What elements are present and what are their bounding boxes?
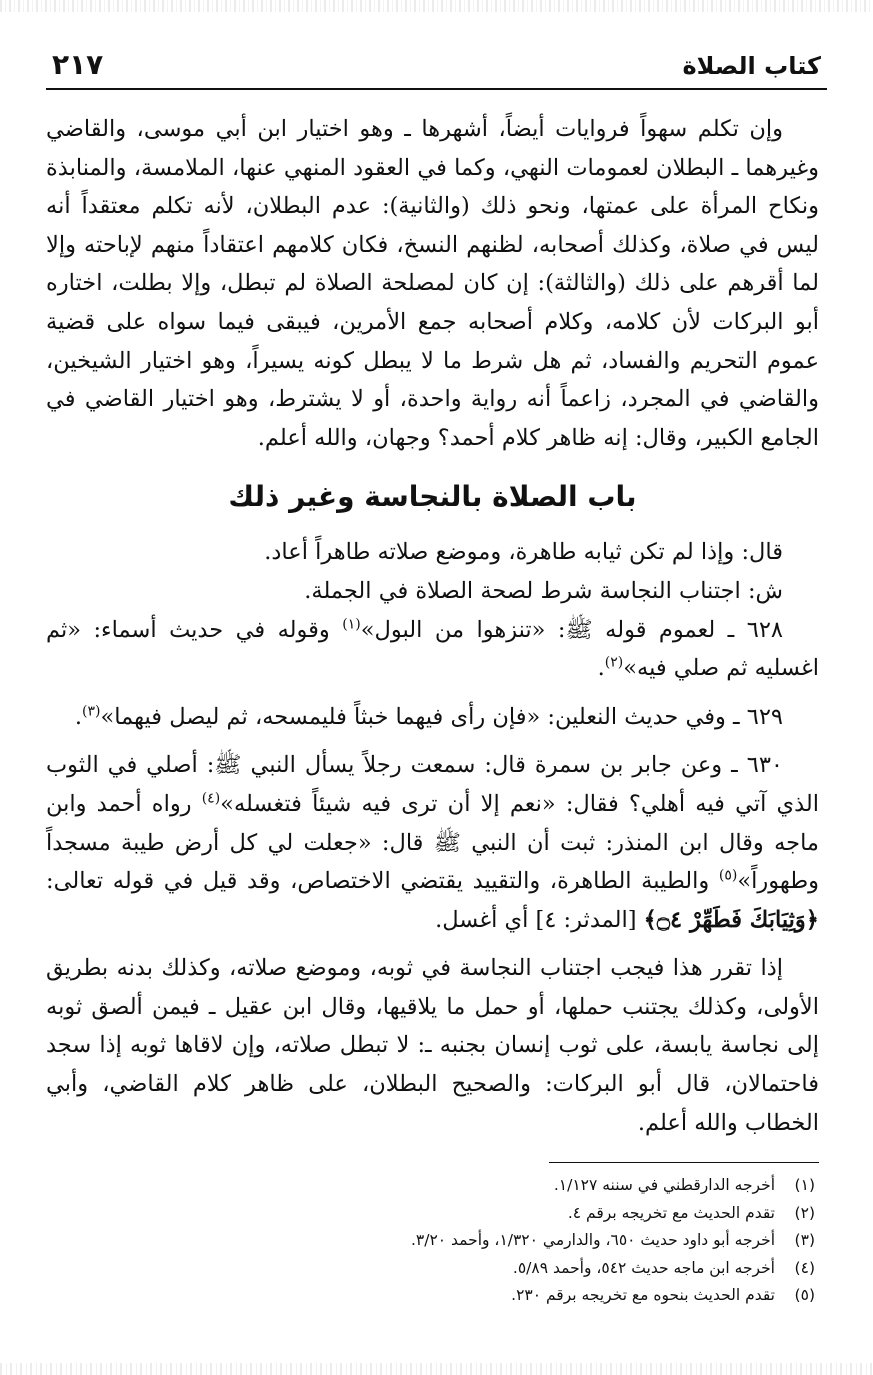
footnote-text: تقدم الحديث مع تخريجه برقم ٤. xyxy=(567,1203,775,1222)
footnote-ref-4[interactable]: (٤) xyxy=(201,790,221,807)
footnote-number: (٤) xyxy=(794,1258,815,1277)
footnote-1 xyxy=(46,1172,815,1200)
matn-statement: قال: وإذا لم تكن ثيابه طاهرة، وموضع صلاته طاهراً أعاد. xyxy=(264,539,783,566)
page-edge-bottom xyxy=(0,1363,873,1375)
chapter-heading: باب الصلاة بالنجاسة وغير ذلك xyxy=(228,480,637,514)
footnote-2 xyxy=(46,1200,815,1228)
book-title: كتاب الصلاة xyxy=(682,52,821,80)
footnote-4 xyxy=(46,1255,815,1283)
footnote-number: (٣) xyxy=(794,1231,815,1249)
hadith-entry-628 xyxy=(46,611,819,688)
sharh-statement: ش: اجتناب النجاسة شرط لصحة الصلاة في الجملة. xyxy=(304,577,783,604)
hadith-629-end: . xyxy=(74,703,83,730)
hadith-630-part2: رواه أحمد وابن ماجه وقال ابن المنذر: ثبت أن النبي ﷺ قال: «جعلت لي كل أرض طيبة مسجداً وطهوراً» xyxy=(46,790,819,895)
running-header xyxy=(46,38,827,90)
quran-verse: ﴿وَثِيَابَكَ فَطَهِّرْ ۝٤﴾ xyxy=(643,906,819,933)
hadith-629-part1: ٦٢٩ ـ وفي حديث النعلين: «فإن رأى فيهما خبثاً فليمسحه، ثم ليصل فيهما» xyxy=(100,703,783,730)
hadith-entry-629 xyxy=(46,698,819,737)
footnote-3 xyxy=(46,1227,815,1255)
footnote-ref-5[interactable]: (٥) xyxy=(718,867,738,884)
footnote-ref-2[interactable]: (٢) xyxy=(604,654,624,671)
footnote-number: (٢) xyxy=(794,1203,815,1222)
hadith-630-part3: والطيبة الطاهرة، والتقييد يقتضي الاختصاص، وقد قيل في قوله تعالى: xyxy=(46,868,719,895)
footnote-text: تقدم الحديث بنحوه مع تخريجه برقم ٢٣٠. xyxy=(511,1286,775,1304)
hadith-628-part2: وقوله في حديث أسماء: «ثم اغسليه ثم صلي فيه» xyxy=(46,616,819,682)
footnote-number: (٥) xyxy=(794,1286,815,1304)
hadith-628-end: . xyxy=(597,655,605,682)
hadith-entry-630 xyxy=(46,746,819,939)
hadith-630-part1: ٦٣٠ ـ وعن جابر بن سمرة قال: سمعت رجلاً يسأل النبي ﷺ: أصلي في الثوب الذي آتي فيه أهلي؟ فقال: «نعم إلا أن ترى فيه شيئاً فتغسله» xyxy=(46,752,820,817)
page-edge-top xyxy=(0,0,873,12)
hadith-630-part4: [المدثر: ٤] أي أغسل. xyxy=(435,906,644,933)
hadith-628-part1: ٦٢٨ ـ لعموم قوله ﷺ: «تنزهوا من البول» xyxy=(360,616,783,643)
footnote-5 xyxy=(46,1282,815,1310)
footnote-ref-3[interactable]: (٣) xyxy=(82,703,101,720)
main-text xyxy=(46,110,819,1142)
footnote-separator xyxy=(549,1162,819,1163)
footnote-ref-1[interactable]: (١) xyxy=(342,616,361,633)
footnotes xyxy=(46,1172,815,1310)
footnote-number: (١) xyxy=(794,1176,815,1194)
footnote-text: أخرجه الدارقطني في سننه ١/١٢٧. xyxy=(553,1176,775,1194)
paragraph-conclusion: إذا تقرر هذا فيجب اجتناب النجاسة في ثوبه، وموضع صلاته، وكذلك بدنه بطريق الأولى، وكذلك يجتنب حملها، أو حمل ما يلاقيها، وقال ابن عقيل ـ فيمن ألصق ثوبه إلى نجاسة يابسة، على ثوب إنسان بجنبه ـ: لا تبطل صلاته، وإن لاقاها ثوبه إذا سجد فاحتمالان، قال أبو البركات: والصحيح البطلان، على ظاهر كلام القاضي، وأبي الخطاب والله أعلم. xyxy=(46,955,819,1136)
paragraph-talk-in-prayer: وإن تكلم سهواً فروايات أيضاً، أشهرها ـ وهو اختيار ابن أبي موسى، والقاضي وغيرهما ـ البطلان لعمومات النهي، وكما في العقود المنهي عنها، الملامسة، والمنابذة ونكاح المرأة على عمتها، ونحو ذلك (والثانية): عدم البطلان، لأنه تكلم معتقداً أنه ليس في صلاة، وكذلك أصحابه، لظنهم النسخ، فكان كلامهم اعتقاداً منهم لإباحته وإلا لما أقرهم على ذلك (والثالثة): إن كان لمصلحة الصلاة لم تبطل، وإلا بطلت، اختاره أبو البركات لأن كلامه، وكلام أصحابه جمع الأمرين، فيبقى فيما سواه على قضية عموم التحريم والفساد، ثم هل شرط ما لا يبطل كونه يسيراً، وهو اختيار الشيخين، والقاضي في المجرد، زاعماً أنه رواية واحدة، أو لا يشترط، وهو اختيار القاضي في الجامع الكبير، وقال: إنه ظاهر كلام أحمد؟ وجهان، والله أعلم. xyxy=(46,116,819,451)
footnote-text: أخرجه أبو داود حديث ٦٥٠، والدارمي ١/٣٢٠، وأحمد ٣/٢٠. xyxy=(410,1231,775,1249)
page-number: ٢١٧ xyxy=(52,48,104,81)
footnote-text: أخرجه ابن ماجه حديث ٥٤٢، وأحمد ٥/٨٩. xyxy=(512,1258,775,1277)
